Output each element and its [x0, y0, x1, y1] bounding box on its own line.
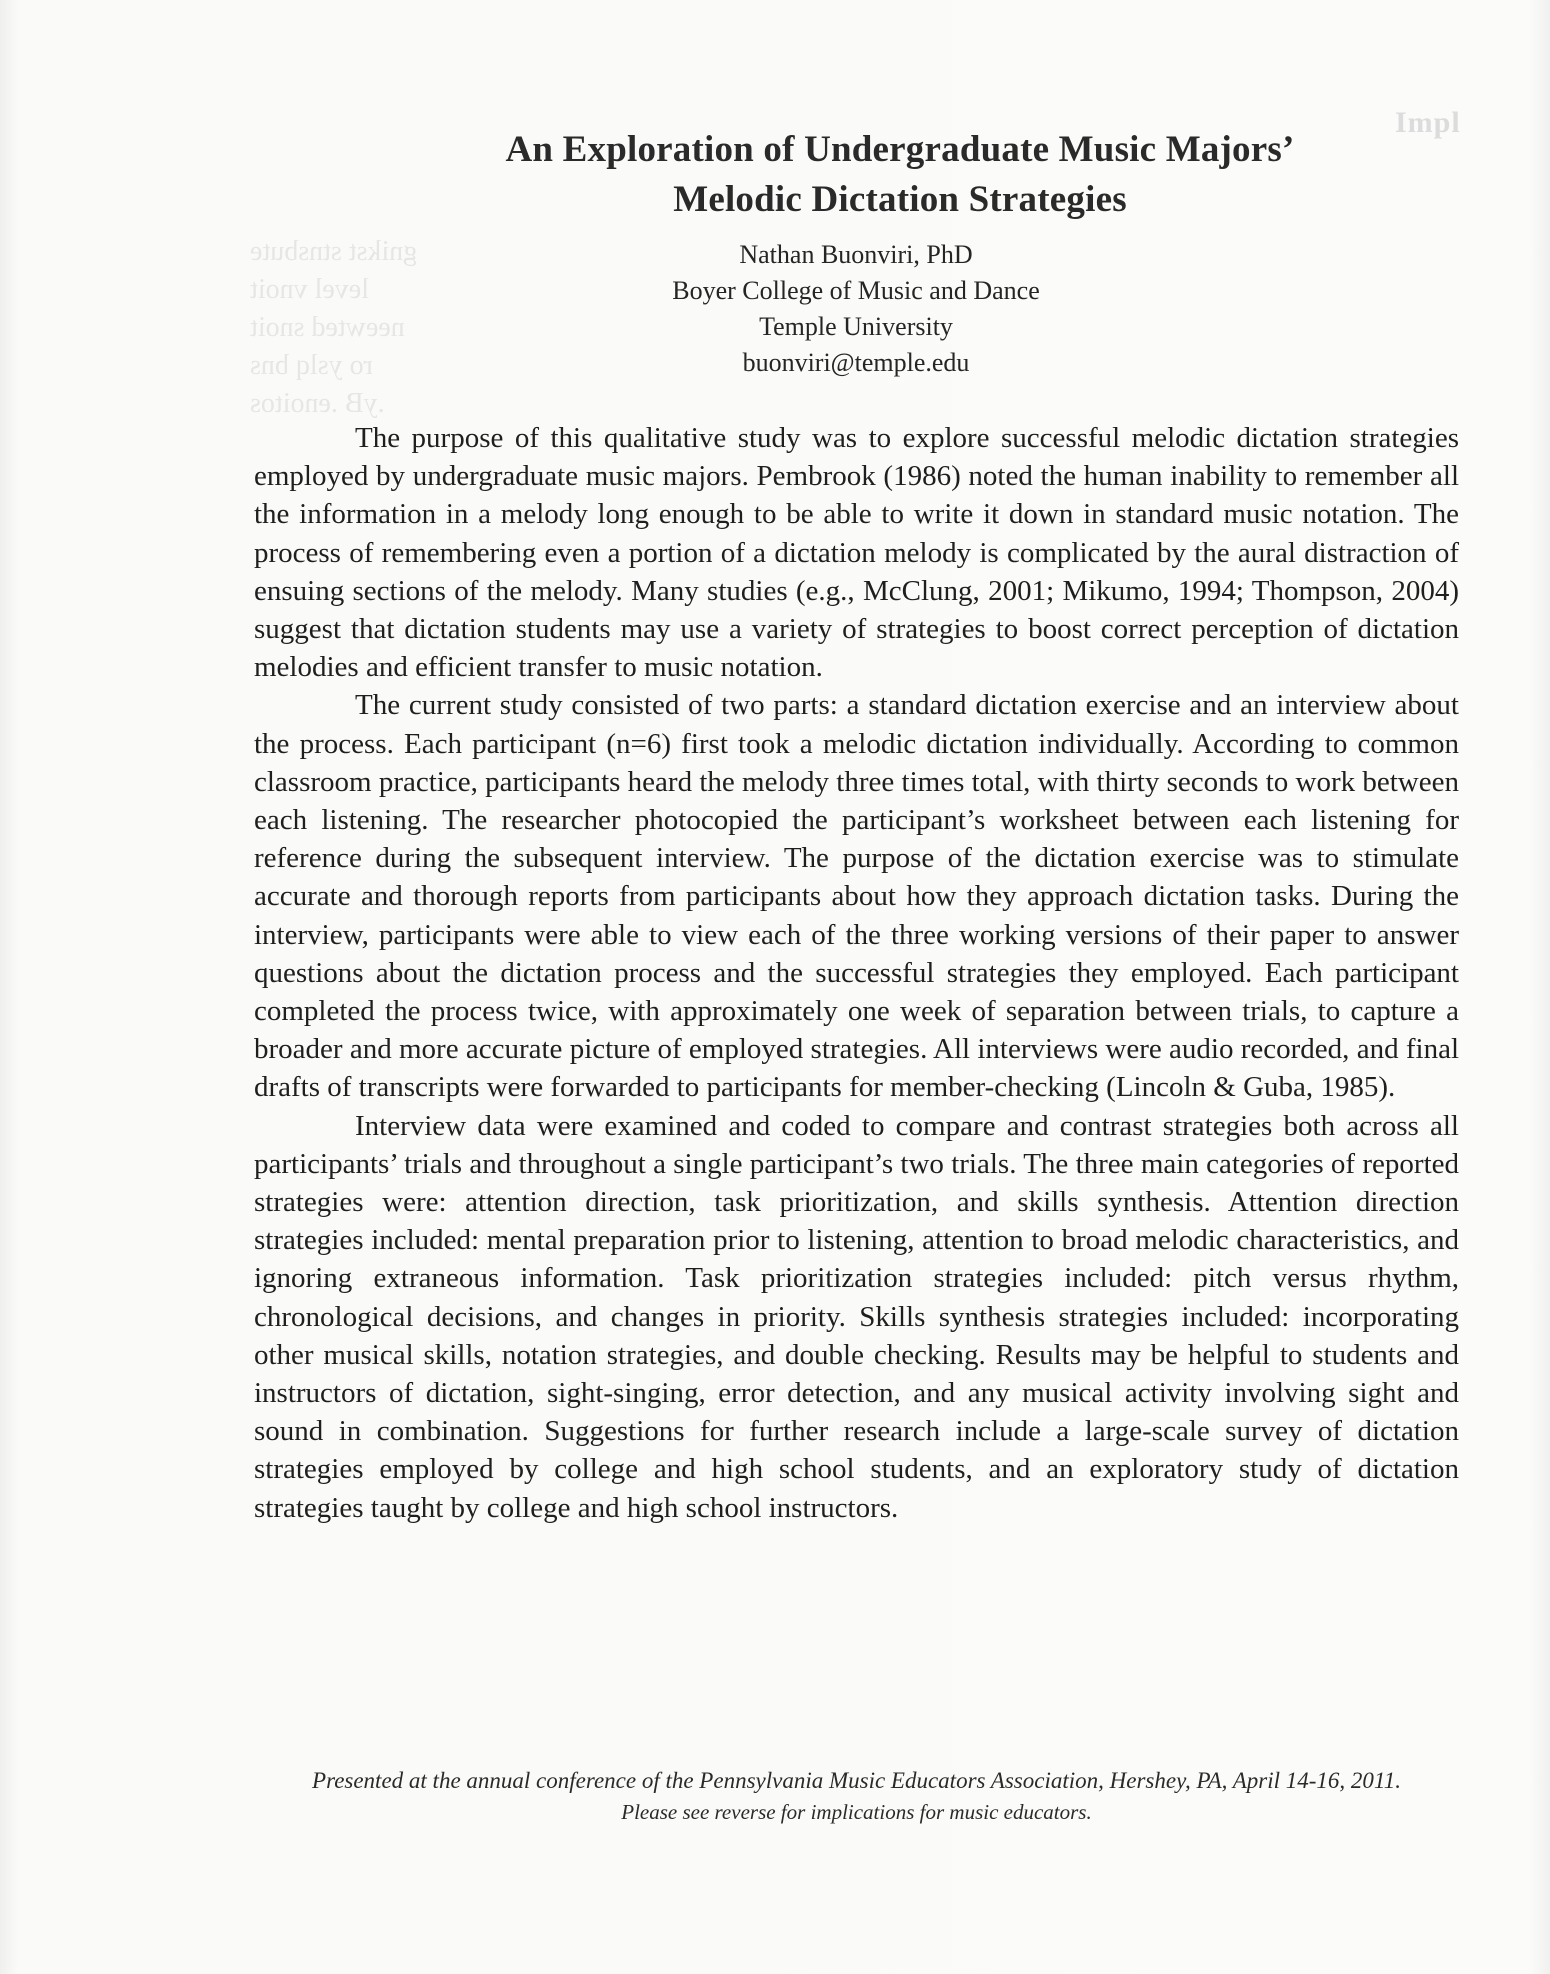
author-block: [556, 237, 1156, 381]
author-email: buonviri@temple.edu: [742, 348, 970, 377]
title-line-2: Melodic Dictation Strategies: [673, 178, 1127, 220]
abstract-body: [254, 419, 1459, 1527]
footer: [254, 1765, 1459, 1828]
author-department: Boyer College of Music and Dance: [672, 276, 1040, 305]
paragraph-method: The current study consisted of two parts: a standard dictation exercise and an interview about the process. Each participant (n=6) first took a melodic dictation individually. According to common classroom practice, participants heard the melody three times total, with thirty seconds to work between each listening. The researcher photocopied the participant’s worksheet between each listening for reference during the subsequent interview. The purpose of the dictation exercise was to stimulate accurate and thorough reports from participants about how they approach dictation tasks. During the interview, participants were able to view each of the three working versions of their paper to answer questions about the dictation process and the successful strategies they employed. Each participant completed the process twice, with approximately one week of separation between trials, to capture a broader and more accurate picture of employed strategies. All interviews were audio recorded, and final drafts of transcripts were forwarded to participants for member-checking (Lincoln & Guba, 1985).: [254, 689, 1459, 1104]
bleed-through-text: Impl: [1395, 106, 1461, 139]
bleed-through-text: ro yslq bns: [250, 350, 373, 381]
bleed-through-text: level vnoit: [250, 274, 369, 305]
presentation-note: Presented at the annual conference of the Pennsylvania Music Educators Association, Hershey, PA, April 14-16, 2011.: [312, 1768, 1401, 1793]
paragraph-results: Interview data were examined and coded to compare and contrast strategies both across all participants’ trials and throughout a single participant’s two trials. The three main categories of reported strategies were: attention direction, task prioritization, and skills synthesis. Attention direction strategies included: mental preparation prior to listening, attention to broad melodic characteristics, and ignoring extraneous information. Task prioritization strategies included: pitch versus rhythm, chronological decisions, and changes in priority. Skills synthesis strategies included: incorporating other musical skills, notation strategies, and double checking. Results may be helpful to students and instructors of dictation, sight-singing, error detection, and any musical activity involving sight and sound in combination. Suggestions for further research include a large-scale survey of dictation strategies employed by college and high school students, and an exploratory study of dictation strategies taught by college and high school instructors.: [254, 1109, 1459, 1524]
author-university: Temple University: [759, 312, 953, 341]
bleed-through-text: .yB .enoitos: [250, 388, 385, 419]
bleed-through-text: gnikst stnsbute: [250, 236, 418, 267]
paragraph-purpose: The purpose of this qualitative study was to explore successful melodic dictation strategies employed by undergraduate music majors. Pembrook (1986) noted the human inability to remember all the information in a melody long enough to be able to write it down in standard music notation. The process of remembering even a portion of a dictation melody is complicated by the aural distraction of ensuing sections of the melody. Many studies (e.g., McClung, 2001; Mikumo, 1994; Thompson, 2004) suggest that dictation students may use a variety of strategies to boost correct perception of dictation melodies and efficient transfer to music notation.: [254, 422, 1459, 684]
title-line-1: An Exploration of Undergraduate Music Majors’: [505, 128, 1295, 170]
reverse-note: Please see reverse for implications for music educators.: [621, 1800, 1092, 1824]
author-name: Nathan Buonviri, PhD: [739, 240, 973, 269]
document-title: [400, 125, 1400, 225]
bleed-through-text: neewted snoit: [250, 312, 405, 343]
